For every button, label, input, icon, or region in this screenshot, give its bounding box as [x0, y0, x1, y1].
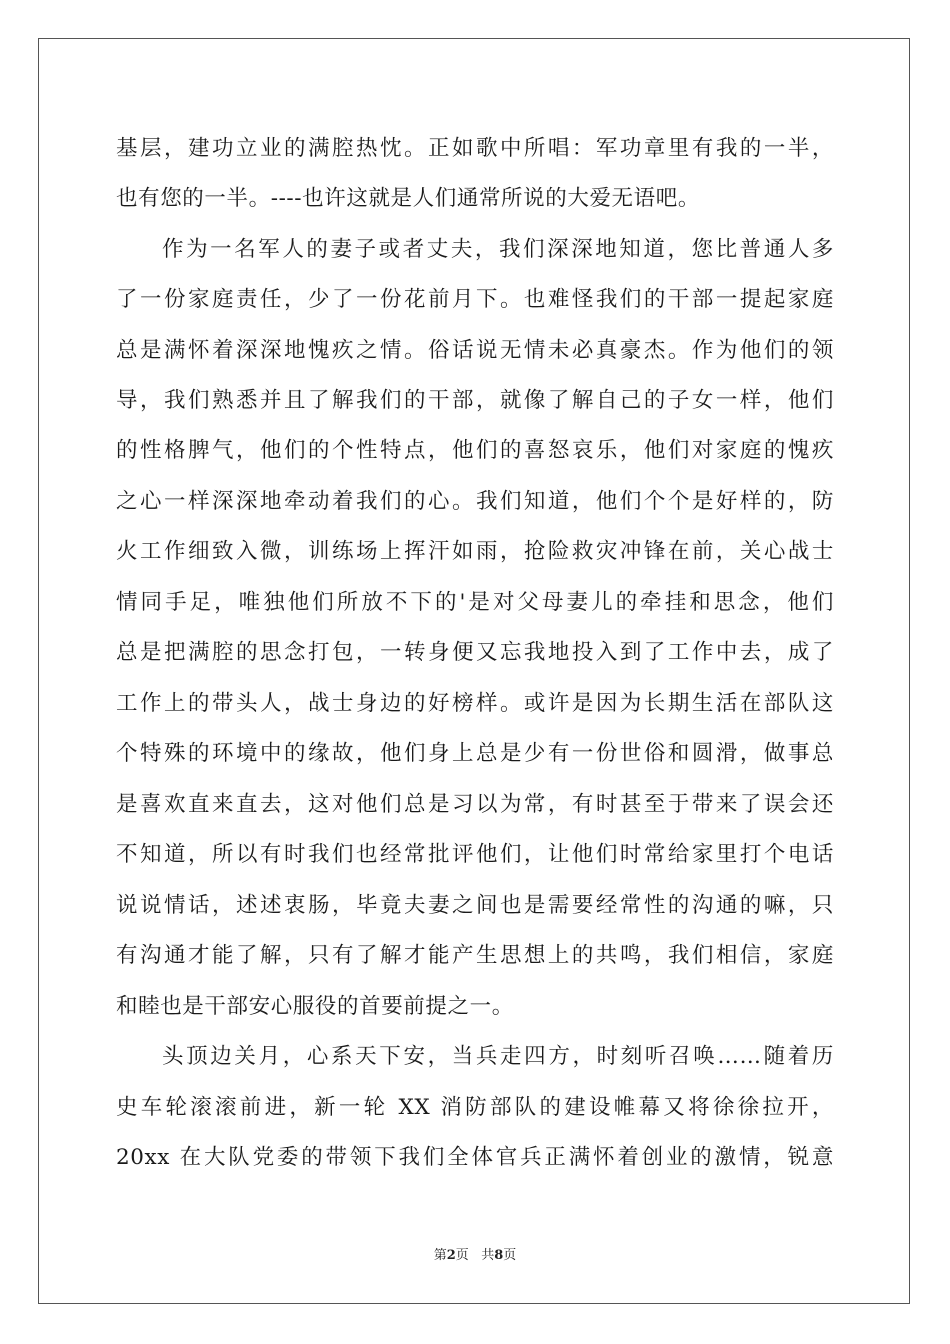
text-line: 总是把满腔的思念打包，一转身便又忘我地投入到了工作中去，成了 [116, 640, 834, 665]
text-line: 情同手足，唯独他们所放不下的'是对父母妻儿的牵挂和思念，他们 [116, 590, 834, 615]
text-line: 导，我们熟悉并且了解我们的干部，就像了解自己的子女一样，他们 [116, 388, 834, 413]
text-line: 是喜欢直来直去，这对他们总是习以为常，有时甚至于带来了误会还 [116, 792, 834, 817]
text-line: 作为一名军人的妻子或者丈夫，我们深深地知道，您比普通人多 [162, 237, 834, 262]
text-line: 的性格脾气，他们的个性特点，他们的喜怒哀乐，他们对家庭的愧疚 [116, 438, 834, 463]
text-line: 不知道，所以有时我们也经常批评他们，让他们时常给家里打个电话 [116, 842, 834, 867]
text-line: 总是满怀着深深地愧疚之情。俗话说无情未必真豪杰。作为他们的领 [116, 338, 834, 363]
page-mid: 页 共 [455, 1248, 495, 1263]
page-current: 2 [446, 1248, 456, 1263]
text-line: 史车轮滚滚前进，新一轮 XX 消防部队的建设帷幕又将徐徐拉开， [116, 1095, 834, 1120]
text-line: 工作上的带头人，战士身边的好榜样。或许是因为长期生活在部队这 [116, 691, 834, 716]
text-line: 20xx 在大队党委的带领下我们全体官兵正满怀着创业的激情，锐意 [116, 1145, 834, 1170]
text-line: 之心一样深深地牵动着我们的心。我们知道，他们个个是好样的，防 [116, 489, 834, 514]
text-line: 头顶边关月，心系天下安，当兵走四方，时刻听召唤……随着历 [162, 1044, 834, 1069]
page-total: 8 [494, 1248, 504, 1263]
text-line: 了一份家庭责任，少了一份花前月下。也难怪我们的干部一提起家庭 [116, 287, 834, 312]
page-number-footer [0, 1247, 950, 1265]
text-line: 基层，建功立业的满腔热忱。正如歌中所唱：军功章里有我的一半， [116, 136, 834, 161]
text-line: 也有您的一半。----也许这就是人们通常所说的大爱无语吧。 [116, 186, 700, 211]
text-line: 个特殊的环境中的缘故，他们身上总是少有一份世俗和圆滑，做事总 [116, 741, 834, 766]
page-prefix: 第 [433, 1248, 447, 1263]
text-line: 说说情话，述述衷肠，毕竟夫妻之间也是需要经常性的沟通的嘛，只 [116, 893, 834, 918]
text-line: 火工作细致入微，训练场上挥汗如雨，抢险救灾冲锋在前，关心战士 [116, 539, 834, 564]
page-suffix: 页 [503, 1248, 517, 1263]
text-line: 和睦也是干部安心服役的首要前提之一。 [116, 994, 514, 1019]
text-line: 有沟通才能了解，只有了解才能产生思想上的共鸣，我们相信，家庭 [116, 943, 834, 968]
